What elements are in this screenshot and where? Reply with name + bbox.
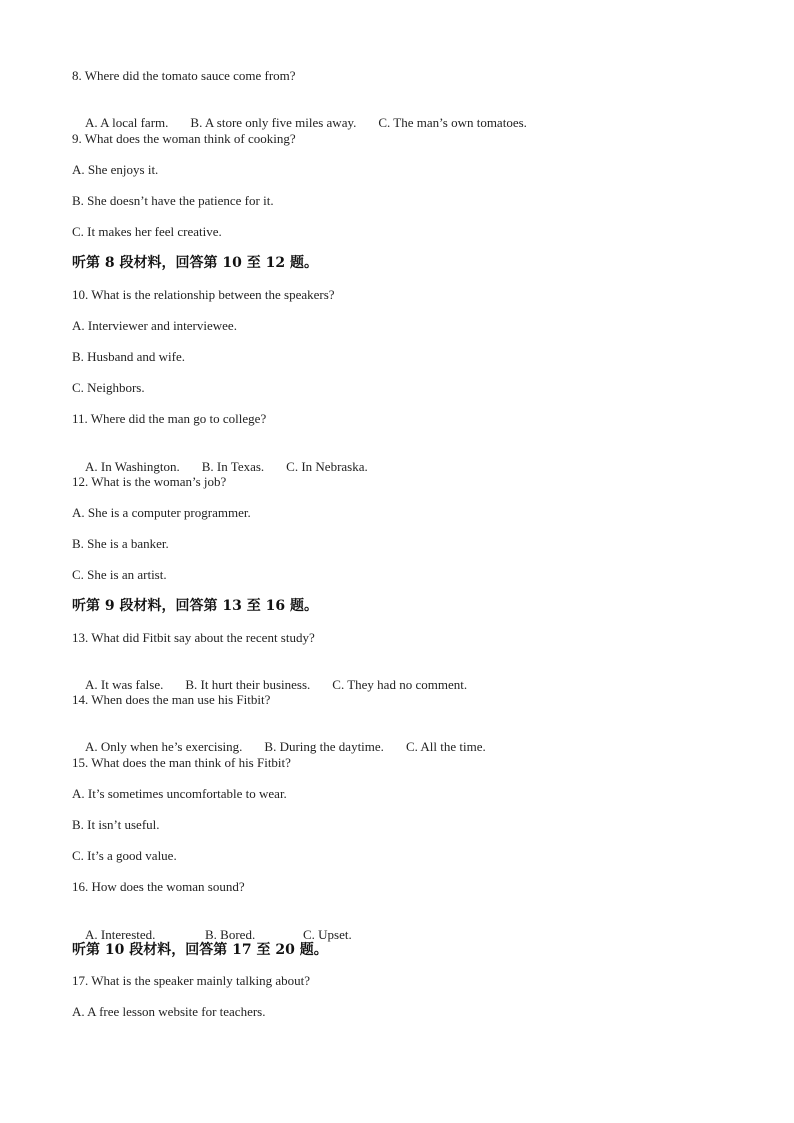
- q14-option-c: C. All the time.: [405, 739, 486, 754]
- q15-option-b: B. It isn’t useful.: [72, 817, 160, 832]
- q12-option-b: B. She is a banker.: [72, 536, 169, 551]
- q14-option-b: B. During the daytime.: [264, 739, 384, 754]
- q10-option-a: A. Interviewer and interviewee.: [72, 318, 237, 333]
- q8-option-a: A. A local farm.: [85, 115, 169, 130]
- question-17: 17. What is the speaker mainly talking about?: [72, 973, 311, 988]
- q11-option-b: B. In Texas.: [201, 459, 265, 474]
- question-14: 14. When does the man use his Fitbit?: [72, 692, 271, 707]
- question-16: 16. How does the woman sound?: [72, 879, 245, 894]
- q9-option-c: C. It makes her feel creative.: [72, 224, 222, 239]
- section-heading-8: 听第 8 段材料，回答第 10 至 12 题。: [72, 255, 318, 271]
- q10-option-c: C. Neighbors.: [72, 380, 145, 395]
- section-heading-10: 听第 10 段材料，回答第 17 至 20 题。: [72, 942, 328, 958]
- q16-option-c: C. Upset.: [303, 927, 352, 942]
- q16-option-a: A. Interested.: [85, 927, 156, 942]
- q9-option-a: A. She enjoys it.: [72, 162, 159, 177]
- question-15: 15. What does the man think of his Fitbit?: [72, 755, 291, 770]
- question-13: 13. What did Fitbit say about the recent study?: [72, 630, 315, 645]
- q11-option-a: A. In Washington.: [85, 459, 180, 474]
- q8-option-c: C. The man’s own tomatoes.: [378, 115, 527, 130]
- q9-option-b: B. She doesn’t have the patience for it.: [72, 193, 274, 208]
- q8-option-b: B. A store only five miles away.: [190, 115, 357, 130]
- section-heading-9: 听第 9 段材料，回答第 13 至 16 题。: [72, 598, 318, 614]
- q13-option-b: B. It hurt their business.: [185, 677, 311, 692]
- q12-option-a: A. She is a computer programmer.: [72, 505, 251, 520]
- question-8: 8. Where did the tomato sauce come from?: [72, 68, 296, 83]
- q14-option-a: A. Only when he’s exercising.: [85, 739, 243, 754]
- question-12: 12. What is the woman’s job?: [72, 474, 227, 489]
- q12-option-c: C. She is an artist.: [72, 567, 167, 582]
- question-10: 10. What is the relationship between the speakers?: [72, 287, 335, 302]
- q11-option-c: C. In Nebraska.: [286, 459, 368, 474]
- question-11: 11. Where did the man go to college?: [72, 411, 267, 426]
- q15-option-c: C. It’s a good value.: [72, 848, 177, 863]
- q17-option-a: A. A free lesson website for teachers.: [72, 1004, 266, 1019]
- q13-option-c: C. They had no comment.: [332, 677, 468, 692]
- q16-option-b: B. Bored.: [205, 927, 256, 942]
- q10-option-b: B. Husband and wife.: [72, 349, 186, 364]
- q13-option-a: A. It was false.: [85, 677, 164, 692]
- question-9: 9. What does the woman think of cooking?: [72, 131, 296, 146]
- q15-option-a: A. It’s sometimes uncomfortable to wear.: [72, 786, 287, 801]
